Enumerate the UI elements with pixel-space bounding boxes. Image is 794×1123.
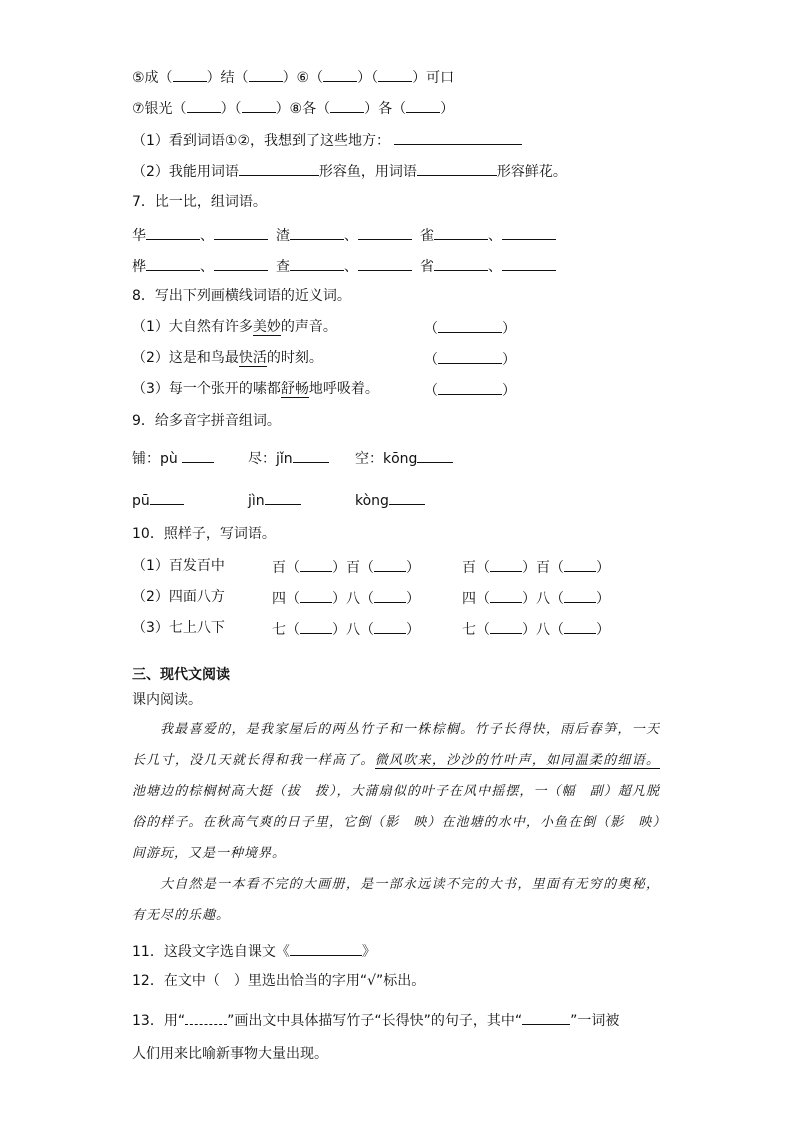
q8-text: 的时刻。 <box>266 350 323 366</box>
answer-blank[interactable] <box>249 67 283 82</box>
q6-text: ⑦银光（ <box>132 101 187 117</box>
q6-sub1 <box>132 130 522 150</box>
underlined-word: 舒畅 <box>280 381 309 397</box>
q10-text: 七（ <box>462 622 490 638</box>
q6-text: ⑤成（ <box>132 70 173 86</box>
underlined-word: 快活 <box>238 350 267 366</box>
q13-line-2: 人们用来比喻新事物大量出现。 <box>132 1046 328 1062</box>
q13-text: 13．用“ <box>132 1013 186 1029</box>
q6-sub2-text: 形容鲜花。 <box>496 164 567 180</box>
q9-title: 9．给多音字拼音组词。 <box>132 413 281 429</box>
answer-blank[interactable] <box>417 448 453 463</box>
q7-row-1 <box>132 225 556 245</box>
q6-text: ）（ <box>357 70 379 86</box>
answer-blank[interactable] <box>239 161 319 176</box>
answer-blank[interactable] <box>502 256 556 271</box>
q8-text: 地呼吸着。 <box>308 381 379 397</box>
answer-blank[interactable] <box>394 130 522 145</box>
answer-blank[interactable] <box>242 98 276 113</box>
q7-char: 桦 <box>132 259 146 275</box>
q10-text: ）百（ <box>332 560 374 576</box>
q10-text: 四（ <box>462 591 490 607</box>
q6-text: ）⑧各（ <box>275 101 331 117</box>
separator: 、 <box>200 259 214 275</box>
pinyin-label: 铺：pù <box>132 451 178 467</box>
q11-text: 11．这段文字选自课文《 <box>132 944 290 960</box>
separator: 、 <box>344 228 358 244</box>
answer-blank[interactable] <box>146 256 200 271</box>
paren: （ <box>424 321 438 337</box>
reading-passage <box>132 714 660 931</box>
q10-example-3: （3）七上八下 <box>132 620 225 636</box>
answer-blank[interactable] <box>378 67 412 82</box>
answer-blank[interactable] <box>490 588 522 603</box>
pinyin-label: kòng <box>355 493 389 509</box>
answer-blank[interactable] <box>290 941 362 956</box>
answer-blank[interactable] <box>564 619 596 634</box>
wavy-line-sample <box>185 1012 227 1025</box>
answer-blank[interactable] <box>564 588 596 603</box>
q10-text: 百（ <box>272 560 300 576</box>
q11-text: 》 <box>361 944 376 960</box>
q6-text: ） <box>440 101 455 117</box>
passage-text: 我最喜爱的，是我家屋后的两丛竹子和一株棕榈。竹子长得快，雨后春笋，一天长几寸，没几天就长得和我一样高了。 <box>132 722 660 768</box>
q6-text: ）可口 <box>412 70 455 86</box>
q6-sub1-text: （1）看到词语①②，我想到了这些地方： <box>132 133 391 149</box>
q8-text: 的声音。 <box>280 319 337 335</box>
pinyin-label: jìn <box>248 493 265 509</box>
answer-blank[interactable] <box>173 67 207 82</box>
answer-blank[interactable] <box>214 225 268 240</box>
q10-col2-3 <box>462 619 610 639</box>
q10-col1-2 <box>272 588 420 608</box>
answer-blank[interactable] <box>265 490 301 505</box>
answer-blank[interactable] <box>438 380 502 395</box>
q7-char: 华 <box>132 228 146 244</box>
q6-text: ）⑥（ <box>282 70 324 86</box>
q10-example-2: （2）四面八方 <box>132 589 225 605</box>
answer-blank[interactable] <box>417 161 497 176</box>
q10-text: ） <box>406 560 420 576</box>
answer-blank[interactable] <box>290 225 344 240</box>
answer-blank[interactable] <box>150 490 184 505</box>
answer-blank[interactable] <box>358 225 412 240</box>
paren: ） <box>502 321 516 337</box>
q6-text: ）（ <box>220 101 242 117</box>
q7-char: 雀 <box>420 228 434 244</box>
q9-b3 <box>355 490 425 510</box>
q10-text: 百（ <box>462 560 490 576</box>
answer-blank[interactable] <box>502 225 556 240</box>
q9-b1 <box>132 490 184 510</box>
answer-blank[interactable] <box>522 1010 570 1025</box>
answer-blank[interactable] <box>182 448 214 463</box>
q10-text: ）八（ <box>522 622 564 638</box>
q6-sub2 <box>132 161 567 181</box>
q6-sub2-text: （2）我能用词语 <box>132 164 239 180</box>
q13-text: ”一词被 <box>570 1013 620 1029</box>
q6-text: ）各（ <box>364 101 407 117</box>
q6-line-5 <box>132 67 454 87</box>
answer-blank[interactable] <box>300 557 332 572</box>
answer-blank[interactable] <box>300 619 332 634</box>
separator: 、 <box>200 228 214 244</box>
q10-text: 七（ <box>272 622 300 638</box>
q10-text: ）百（ <box>522 560 564 576</box>
pinyin-label: pū <box>132 493 150 509</box>
separator: 、 <box>488 259 502 275</box>
q9-b2 <box>248 490 301 510</box>
answer-blank[interactable] <box>490 557 522 572</box>
answer-blank[interactable] <box>374 557 406 572</box>
q10-text: ）八（ <box>332 591 374 607</box>
q7-title: 7．比一比，组词语。 <box>132 194 267 210</box>
q10-text: ） <box>596 560 610 576</box>
q6-sub2-text: 形容鱼，用词语 <box>318 164 417 180</box>
q10-text: ） <box>596 622 610 638</box>
q8-text: （3）每一个张开的嗉都 <box>132 381 281 397</box>
q13-text: ”画出文中具体描写竹子“长得快”的句子，其中“ <box>227 1013 523 1029</box>
q9-a1 <box>132 448 214 468</box>
section-title: 三、现代文阅读 <box>132 667 230 683</box>
paren: （ <box>424 383 438 399</box>
answer-blank[interactable] <box>290 256 344 271</box>
answer-blank[interactable] <box>323 67 357 82</box>
pinyin-label: 尽：jǐn <box>248 451 293 467</box>
underlined-sentence: 微风吹来，沙沙的竹叶声，如同温柔的细语。 <box>374 753 660 768</box>
q8-text: （1）大自然有许多 <box>132 319 253 335</box>
q10-text: ）八（ <box>332 622 374 638</box>
q7-char: 省 <box>420 259 434 275</box>
answer-blank[interactable] <box>389 490 425 505</box>
q8-item-2 <box>132 349 323 367</box>
answer-blank[interactable] <box>438 318 502 333</box>
q7-row-2 <box>132 256 556 276</box>
answer-blank[interactable] <box>564 557 596 572</box>
q10-text: ） <box>596 591 610 607</box>
q8-text: （2）这是和鸟最 <box>132 350 239 366</box>
answer-blank[interactable] <box>214 256 268 271</box>
answer-blank[interactable] <box>374 619 406 634</box>
q10-col2-1 <box>462 557 610 577</box>
paren: ） <box>502 383 516 399</box>
separator: 、 <box>488 228 502 244</box>
underlined-word: 美妙 <box>252 319 281 335</box>
answer-blank[interactable] <box>434 225 488 240</box>
answer-blank[interactable] <box>490 619 522 634</box>
q8-answer-1 <box>424 318 516 338</box>
answer-blank[interactable] <box>187 98 221 113</box>
q10-col1-3 <box>272 619 420 639</box>
q9-a3 <box>355 448 453 468</box>
q10-title: 10．照样子，写词语。 <box>132 526 276 542</box>
passage-paragraph-1 <box>132 714 660 869</box>
q6-text: ）结（ <box>206 70 249 86</box>
separator: 、 <box>344 259 358 275</box>
q10-text: ）八（ <box>522 591 564 607</box>
q9-a2 <box>248 448 329 468</box>
q8-answer-2 <box>424 349 516 369</box>
q8-item-3 <box>132 380 379 398</box>
q13-line-1 <box>132 1010 619 1030</box>
q10-text: ） <box>406 622 420 638</box>
q10-example-1: （1）百发百中 <box>132 558 225 574</box>
answer-blank[interactable] <box>300 588 332 603</box>
passage-text: 池塘边的棕榈树高大挺（拔 拨），大蒲扇似的叶子在风中摇摆，一（幅 副）超凡脱俗的样子。在秋高气爽的日子里，它倒（影 映）在池塘的水中，小鱼在倒（影 映）间游玩，又是一种境界。 <box>132 784 660 861</box>
answer-blank[interactable] <box>330 98 364 113</box>
q8-title: 8．写出下列画横线词语的近义词。 <box>132 288 351 304</box>
paren: （ <box>424 352 438 368</box>
q7-char: 渣 <box>276 228 290 244</box>
q10-col2-2 <box>462 588 610 608</box>
answer-blank[interactable] <box>293 448 329 463</box>
answer-blank[interactable] <box>438 349 502 364</box>
answer-blank[interactable] <box>358 256 412 271</box>
passage-paragraph-2: 大自然是一本看不完的大画册，是一部永远读不完的大书，里面有无穷的奥秘，有无尽的乐趣。 <box>132 877 660 923</box>
q11 <box>132 941 376 961</box>
answer-blank[interactable] <box>434 256 488 271</box>
answer-blank[interactable] <box>374 588 406 603</box>
paren: ） <box>502 352 516 368</box>
q7-char: 查 <box>276 259 290 275</box>
answer-blank[interactable] <box>406 98 440 113</box>
q10-col1-1 <box>272 557 420 577</box>
q12: 12．在文中（ ）里选出恰当的字用“√”标出。 <box>132 973 426 989</box>
q6-line-7 <box>132 98 454 118</box>
q10-text: ） <box>406 591 420 607</box>
pinyin-label: 空：kōng <box>355 451 418 467</box>
q8-answer-3 <box>424 380 516 400</box>
answer-blank[interactable] <box>146 225 200 240</box>
section-subtitle: 课内阅读。 <box>132 692 202 708</box>
q8-item-1 <box>132 318 337 336</box>
q10-text: 四（ <box>272 591 300 607</box>
